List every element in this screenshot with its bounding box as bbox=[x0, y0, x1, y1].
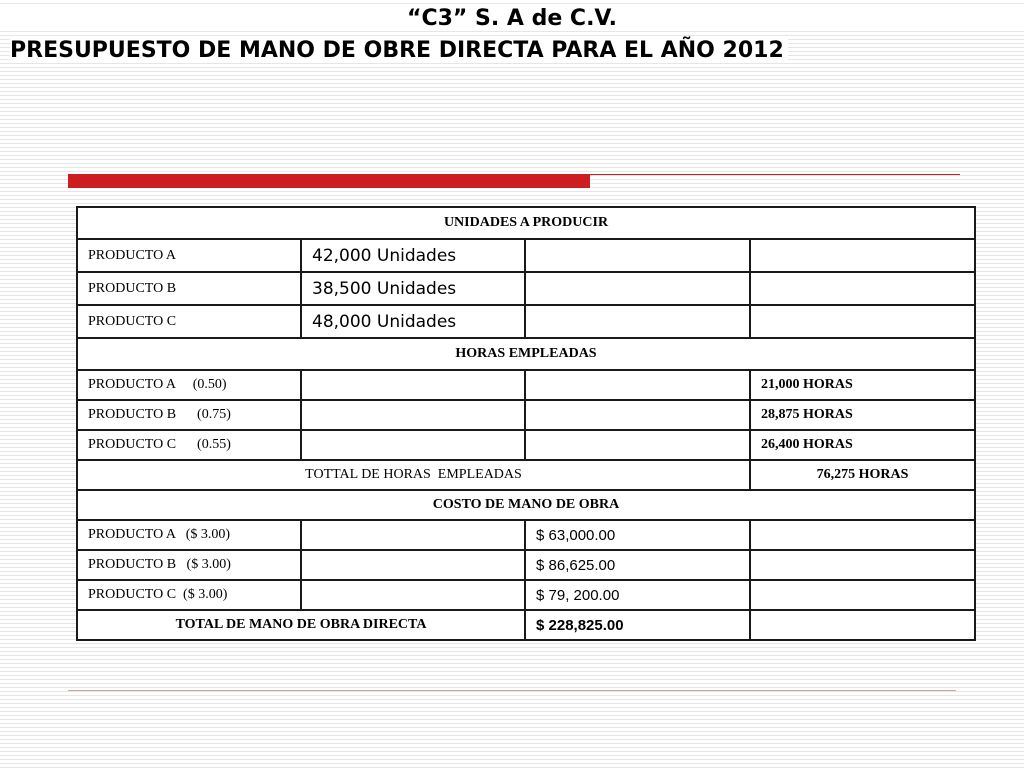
empty-cell bbox=[525, 370, 750, 400]
units-value: 38,500 Unidades bbox=[301, 272, 525, 305]
total-labor-value: $ 228,825.00 bbox=[525, 610, 750, 640]
product-label: PRODUCTO A ($ 3.00) bbox=[77, 520, 301, 550]
hours-value: 28,875 HORAS bbox=[750, 400, 975, 430]
empty-cell bbox=[301, 400, 525, 430]
section-header-row bbox=[77, 490, 975, 520]
total-hours-label: TOTTAL DE HORAS EMPLEADAS bbox=[77, 460, 750, 490]
units-value: 42,000 Unidades bbox=[301, 239, 525, 272]
table-row bbox=[77, 400, 975, 430]
cost-value: $ 86,625.00 bbox=[525, 550, 750, 580]
section-costo: COSTO DE MANO DE OBRA bbox=[77, 490, 975, 520]
product-label: PRODUCTO C bbox=[77, 305, 301, 338]
empty-cell bbox=[750, 580, 975, 610]
empty-cell bbox=[301, 550, 525, 580]
product-label: PRODUCTO C ($ 3.00) bbox=[77, 580, 301, 610]
hours-value: 21,000 HORAS bbox=[750, 370, 975, 400]
empty-cell bbox=[750, 305, 975, 338]
empty-cell bbox=[301, 370, 525, 400]
empty-cell bbox=[525, 430, 750, 460]
hours-value: 26,400 HORAS bbox=[750, 430, 975, 460]
section-horas: HORAS EMPLEADAS bbox=[77, 338, 975, 370]
total-hours-value: 76,275 HORAS bbox=[750, 460, 975, 490]
product-label: PRODUCTO B ($ 3.00) bbox=[77, 550, 301, 580]
empty-cell bbox=[525, 239, 750, 272]
section-header-row bbox=[77, 338, 975, 370]
table-row bbox=[77, 520, 975, 550]
empty-cell bbox=[750, 610, 975, 640]
table-row bbox=[77, 370, 975, 400]
product-label: PRODUCTO A (0.50) bbox=[77, 370, 301, 400]
table-row bbox=[77, 239, 975, 272]
document-title: PRESUPUESTO DE MANO DE OBRE DIRECTA PARA EL AÑO 2012 bbox=[10, 38, 788, 63]
total-hours-row bbox=[77, 460, 975, 490]
total-labor-row bbox=[77, 610, 975, 640]
red-accent-bar bbox=[68, 174, 590, 188]
product-label: PRODUCTO A bbox=[77, 239, 301, 272]
empty-cell bbox=[525, 400, 750, 430]
empty-cell bbox=[750, 272, 975, 305]
units-value: 48,000 Unidades bbox=[301, 305, 525, 338]
table-row bbox=[77, 305, 975, 338]
empty-cell bbox=[750, 239, 975, 272]
empty-cell bbox=[525, 272, 750, 305]
company-title bbox=[0, 6, 1024, 31]
section-header-row bbox=[77, 207, 975, 239]
table-row bbox=[77, 272, 975, 305]
bottom-divider bbox=[68, 690, 956, 691]
empty-cell bbox=[301, 430, 525, 460]
table-row bbox=[77, 430, 975, 460]
empty-cell bbox=[750, 550, 975, 580]
cost-value: $ 79, 200.00 bbox=[525, 580, 750, 610]
product-label: PRODUCTO B (0.75) bbox=[77, 400, 301, 430]
table-row bbox=[77, 580, 975, 610]
total-labor-label: TOTAL DE MANO DE OBRA DIRECTA bbox=[77, 610, 525, 640]
empty-cell bbox=[301, 520, 525, 550]
red-accent-line bbox=[590, 174, 960, 175]
section-unidades: UNIDADES A PRODUCIR bbox=[77, 207, 975, 239]
product-label: PRODUCTO C (0.55) bbox=[77, 430, 301, 460]
cost-value: $ 63,000.00 bbox=[525, 520, 750, 550]
table-row bbox=[77, 550, 975, 580]
company-title-text: “C3” S. A de C.V. bbox=[403, 6, 621, 31]
empty-cell bbox=[301, 580, 525, 610]
budget-table bbox=[76, 206, 976, 641]
empty-cell bbox=[525, 305, 750, 338]
empty-cell bbox=[750, 520, 975, 550]
product-label: PRODUCTO B bbox=[77, 272, 301, 305]
